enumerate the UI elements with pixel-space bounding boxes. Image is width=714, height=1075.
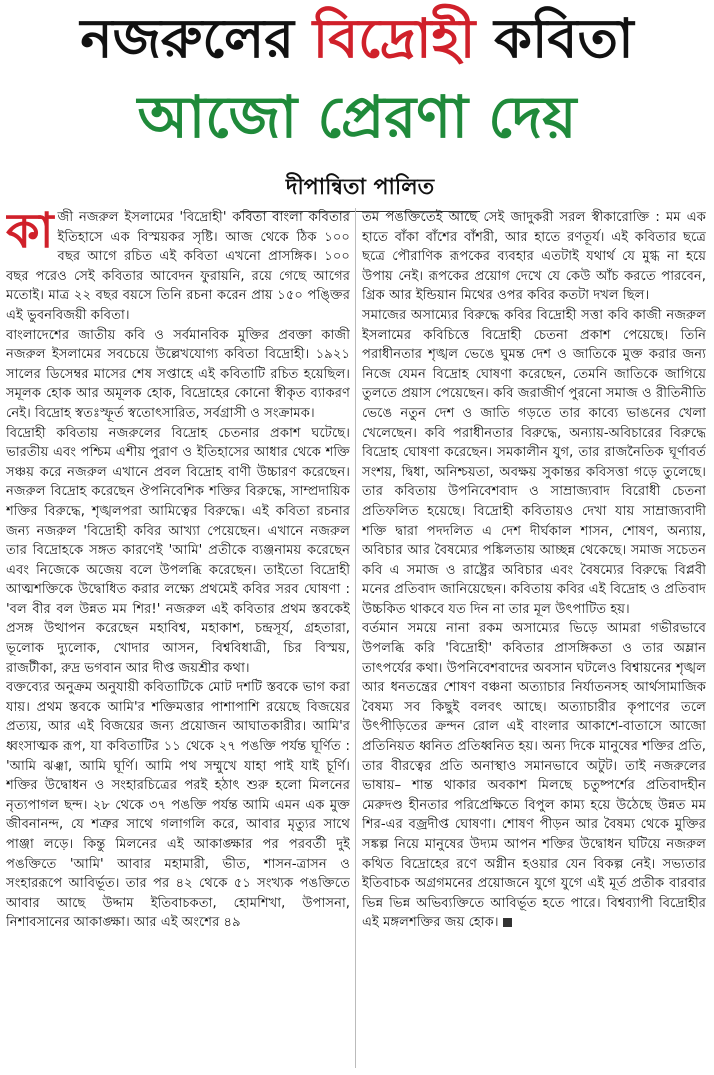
article-paragraph: সমাজের অসাম্যের বিরুদ্ধে কবির বিদ্রোহী সত্তা কবি কাজী নজরুল ইসলামের কবিচিত্তে বিদ্রোহী চেতনা প্রকাশ পেয়েছে। তিনি পরাধীনতার শৃঙ্খল ভেঙে ঘুমন্ত দেশ ও জাতিকে মুক্ত করার জন্য নিজে যেমন বিদ্রোহ ঘোষণা করেছেন, তেমনি জাতিকে জাগিয়ে তুলতে প্রয়াস পেয়েছেন। কবি জরাজীর্ণ পুরনো সমাজ ও রীতিনীতি ভেঙে নতুন দেশ ও জাতি গড়তে তার কাব্যে ভাঙনের খেলা খেলেছেন। কবি পরাধীনতার বিরুদ্ধে, অন্যায়-অবিচারের বিরুদ্ধে বিদ্রোহ ঘোষণা করেছেন। সমকালীন যুগ, তার রাজনৈতিক ঘূর্ণাবর্ত সংশয়, দ্বিধা, অনিশ্চয়তা, অবক্ষয় সুকান্তর কবিসত্তা গড়ে তুলেছে। তার কবিতায় উপনিবেশবাদ ও সাম্রাজ্যবাদ বিরোধী চেতনা প্রতিফলিত হয়েছে। বিদ্রোহী কবিতায়ও দেখা যায় সাম্রাজ্যবাদী শক্তি দ্বারা পদদলিত এ দেশ দীর্ঘকাল শাসন, শোষণ, অন্যায়, অবিচার আর বৈষম্যের পঙ্কিলতায় আচ্ছন্ন থেকেছে। সমাজ সচেতন কবি এ সমাজ ও রাষ্ট্রের অবিচার এবং বৈষম্যের বিরুদ্ধে বিপ্লবী মনের প্রতিবাদ জানিয়েছেন। কবিতায় কবির এই বিদ্রোহ ও প্রতিবাদ উচ্চকিত থাকবে যত দিন না তার মূল উৎপাটিত হয়। [362, 307, 706, 617]
article-paragraph: বিদ্রোহী কবিতায় নজরুলের বিদ্রোহ চেতনার প্রকাশ ঘটেছে। ভারতীয় এবং পশ্চিম এশীয় পুরাণ ও ইতিহাসের আধার থেকে শক্তি সঞ্চয় করে নজরুল এখানে প্রবল বিদ্রোহ বাণী উচ্চারণ করেছেন। নজরুল বিদ্রোহ করেছেন ঔপনিবেশিক শক্তির বিরুদ্ধে, সাম্প্রদায়িক শক্তির বিরুদ্ধে, শৃঙ্খলপরা আমিত্বের বিরুদ্ধে। এই কবিতা রচনার জন্য নজরুল 'বিদ্রোহী কবির আখ্যা পেয়েছেন। এখানে নজরুল তার বিদ্রোহকে সঙ্গত কারণেই 'আমি' প্রতীকে ব্যঞ্জনাময় করেছেন এবং নিজেকে অজেয় বলে উপলব্ধি করেছেন। তাইতো বিদ্রোহী আত্মশক্তিকে উদ্বোধিত করার লক্ষ্যে প্রথমেই কবির সরব ঘোষণা : 'বল বীর বল উন্নত মম শির!' নজরুল এই কবিতার প্রথম স্তবকেই প্রসঙ্গ উত্থাপন করেছেন মহাবিশ্ব, মহাকাশ, চন্দ্রসূর্য, গ্রহতারা, ভূলোক দ্যুলোক, খোদার আসন, বিশ্ববিধাত্রী, চির বিস্ময়, রাজটীকা, রুদ্র ভগবান আর দীপ্ত জয়শ্রীর কথা। [6, 425, 350, 676]
column-divider [355, 208, 356, 1068]
article-column-right [362, 208, 706, 1070]
author-byline: দীপান্বিতা পালিত [240, 170, 480, 212]
article-paragraph: বাংলাদেশের জাতীয় কবি ও সর্বমানবিক মুক্তির প্রবক্তা কাজী নজরুল ইসলামের সবচেয়ে উল্লেখযোগ্য কবিতা বিদ্রোহী। ১৯২১ সালের ডিসেম্বর মাসের শেষ সপ্তাহে এই কবিতাটি রচিত হয়েছিল। সমূলক হোক আর অমূলক হোক, বিদ্রোহের কোনো স্বীকৃত ব্যাকরণ নেই। বিদ্রোহ স্বতঃস্ফূর্ত স্বতোৎসারিত, সর্বগ্রাসী ও সংক্রামক। [6, 327, 350, 421]
article-paragraph [362, 619, 706, 933]
headline-text-1b: কবিতা [475, 7, 634, 70]
article-paragraph: তম পঙক্তিতেই আছে সেই জাদুকরী সরল স্বীকারোক্তি : মম এক হাতে বাঁকা বাঁশের বাঁশরী, আর হাতে রণতূর্য। এই কবিতার ছত্রে ছত্রে পৌরাণিক রূপকের ব্যবহার এতটাই যথার্থ যে মুগ্ধ না হয়ে উপায় নেই। রূপকের প্রয়োগ দেখে যে কেউ আঁচ করতে পারবেন, গ্রিক আর ইন্ডিয়ান মিথের ওপর কবির কতটা দখল ছিল। [362, 210, 706, 304]
end-of-article-icon [503, 918, 512, 927]
drop-cap: কা [6, 208, 54, 259]
headline-line-2: আজো প্রেরণা দেয় [137, 83, 577, 151]
headline-text-1a: নজরুলের [80, 7, 313, 70]
paragraph-text: জী নজরুল ইসলামের 'বিদ্রোহী' কবিতা বাংলা কবিতার ইতিহাসে এক বিস্ময়কর সৃষ্টি। আজ থেকে ঠিক ১০০ বছর আগে রচিত এই কবিতা এখনো প্রাসঙ্গিক। ১০০ বছর পরেও সেই কবিতার আবেদন ফুরায়নি, রয়ে গেছে আগের মতোই। মাত্র ২২ বছর বয়সে তিনি রচনা করেন প্রায় ১৫০ পঙ্ক্তির এই ভুবনবিজয়ী কবিতা। [6, 210, 350, 323]
paragraph-text: বর্তমান সময়ে নানা রকম অসাম্যের ভিড়ে আমরা গভীরভাবে উপলব্ধি করি 'বিদ্রোহী' কবিতার প্রাসঙ্গিকতা ও তার অম্লান তাৎপর্যের কথা। উপনিবেশবাদের অবসান ঘটলেও বিশ্বায়নের শৃঙ্খল আর ধনতন্ত্রের শোষণ বঞ্চনা অত্যাচার নির্যাতনসহ আর্থসামাজিক বৈষম্য সব কিছুই বলবৎ আছে। অত্যাচারীর কৃপাণের তলে উৎপীড়িতের ক্রন্দন রোল এই বাংলার আকাশে-বাতাসে আজো প্রতিনিয়ত ধ্বনিত প্রতিধ্বনিত হয়। অন্য দিকে মানুষের শক্তির প্রতি, তার বীরত্বের প্রতি অনাস্থাও সমানভাবে অটুট। তাই নজরুলের ভাষায়– শান্ত থাকার অবকাশ মিলছে চতুষ্পর্শের প্রতিবাদহীন মেরুদণ্ড হীনতার পরিপ্রেক্ষিতে বিপুল কাম্য হয়ে উঠেছে উন্নত মম শির-এর বজ্রদীপ্ত ঘোষণা। শোষণ পীড়ন আর বৈষম্য থেকে মুক্তির সঙ্কল্প নিয়ে মানুষের উদ্যম আপন শক্তির উদ্বোধন ঘটিয়ে নজরুল কথিত বিদ্রোহের রণে অগ্নীন হওয়ার যেন বিকল্প নেই। সভ্যতার ইতিবাচক অগ্রগমনের প্রয়োজনে যুগে যুগে এই মূর্ত প্রতীক বারবার ভিন্ন ভিন্ন অভিব্যক্তিতে আবির্ভূত হতে পারে। বিশ্বব্যাপী বিদ্রোহীর এই মঙ্গলশক্তির জয় হোক। [362, 621, 706, 931]
headline-highlight: বিদ্রোহী [312, 7, 476, 70]
article-column-left [6, 208, 350, 1070]
article-paragraph: বক্তব্যের অনুক্রম অনুযায়ী কবিতাটিকে মোট দশটি স্তবকে ভাগ করা যায়। প্রথম স্তবকে আমি'র শক্তিমত্তার পাশাপাশি রয়েছে বিজয়ের প্রত্যয়, আর এই বিজয়ের জন্য প্রয়োজন আঘাতকারীর। আমি'র ধ্বংসাত্মক রূপ, যা কবিতাটির ১১ থেকে ২৭ পঙক্তি পর্যন্ত ঘূর্ণিত : 'আমি ঝঞ্ঝা, আমি ঘূর্ণি। আমি পথ সম্মুখে যাহা পাই যাই চূর্ণি। শক্তির উদ্বোধন ও সংহারচিত্রের পরই হঠাৎ শুরু হলো মিলনের নৃত্যপাগল ছন্দ। ২৮ থেকে ৩৭ পঙক্তি পর্যন্ত আমি এমন এক মুক্ত জীবনানন্দ, যে শত্রুর সাথে গলাগলি করে, আবার মৃত্যুর সাথে পাঞ্জা লড়ে। কিন্তু মিলনের এই আকাঙ্ক্ষার পর পরবর্তী দুই পঙক্তিতে 'আমি' আবার মহামারী, ভীত, শাসন-ত্রাসন ও সংহাররূপে আবির্ভূত। তার পর ৪২ থেকে ৫১ সংখ্যক পঙক্তিতে আবার আছে উদ্দাম ইতিবাচকতা, হোমশিখা, উপাসনা, নিশাবসানের আকাঙ্ক্ষা। আর এই অংশের ৪৯ [6, 680, 350, 931]
headline-line-1 [0, 7, 714, 70]
article-paragraph [6, 208, 350, 326]
